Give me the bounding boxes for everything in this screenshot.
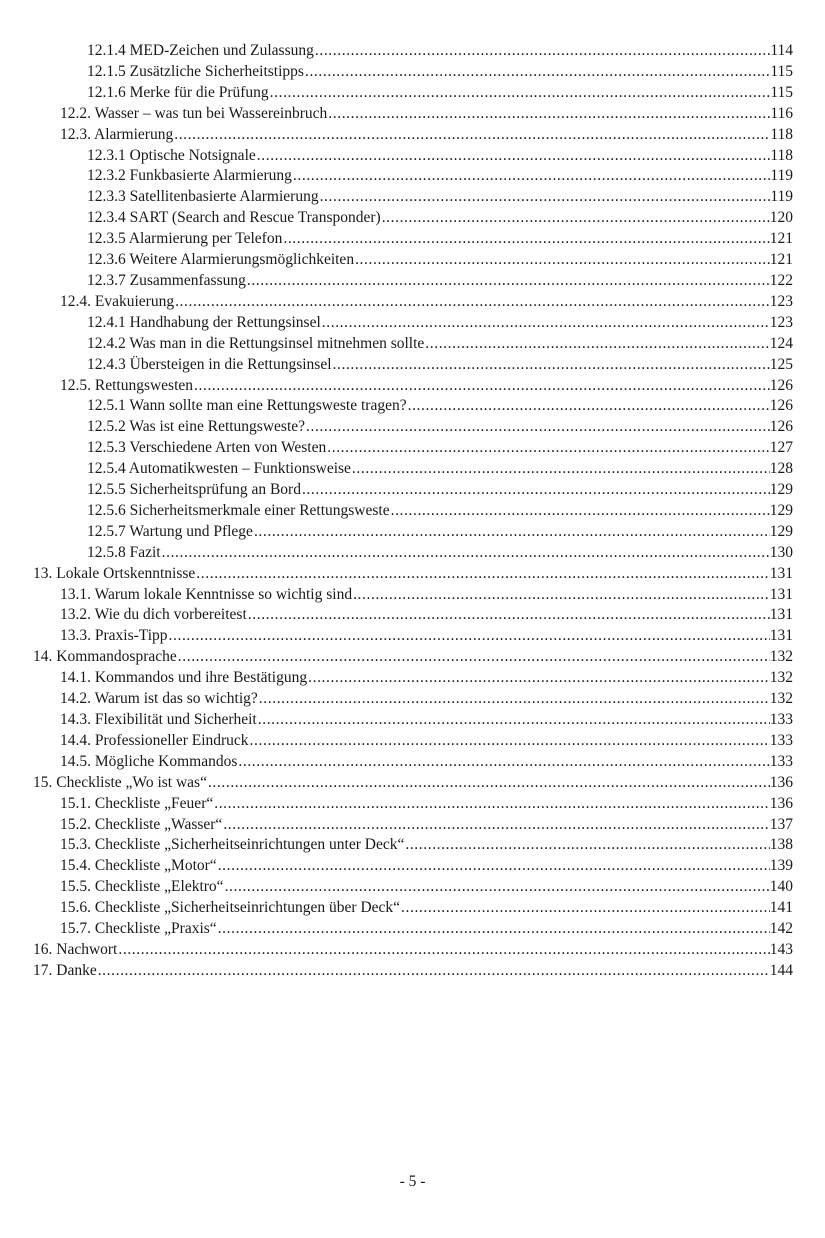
toc-entry[interactable] xyxy=(33,313,793,334)
toc-entry-page: 137 xyxy=(769,815,793,833)
toc-dot-leader xyxy=(327,438,770,459)
toc-entry-title: 12.1.5 Zusätzliche Sicherheitstipps xyxy=(87,62,304,80)
toc-entry-page: 127 xyxy=(769,439,793,457)
toc-entry-title: 12.5.3 Verschiedene Arten von Westen xyxy=(87,439,327,457)
toc-entry[interactable] xyxy=(33,104,793,125)
toc-entry[interactable] xyxy=(33,187,793,208)
toc-entry[interactable] xyxy=(33,271,793,292)
toc-entry[interactable] xyxy=(33,731,793,752)
toc-entry-page: 115 xyxy=(770,83,793,101)
toc-dot-leader xyxy=(333,355,770,376)
toc-entry-page: 133 xyxy=(769,731,793,749)
toc-dot-leader xyxy=(175,292,770,313)
toc-entry[interactable] xyxy=(33,877,793,898)
toc-dot-leader xyxy=(355,250,770,271)
toc-entry-title: 12.5.8 Fazit xyxy=(87,543,161,561)
toc-dot-leader xyxy=(254,522,770,543)
toc-entry-page: 133 xyxy=(769,711,793,728)
toc-entry-title: 15.7. Checkliste „Praxis“ xyxy=(60,920,217,938)
toc-entry[interactable] xyxy=(33,459,793,480)
toc-entry[interactable] xyxy=(33,125,793,146)
toc-dot-leader xyxy=(258,710,770,731)
toc-dot-leader xyxy=(248,605,770,626)
toc-entry-page: 119 xyxy=(770,188,793,206)
toc-entry[interactable] xyxy=(33,961,793,982)
toc-dot-leader xyxy=(223,815,769,836)
toc-entry-title: 15.2. Checkliste „Wasser“ xyxy=(60,815,223,833)
toc-entry-title: 12.5.1 Wann sollte man eine Rettungsweste tragen? xyxy=(87,397,407,415)
toc-entry-title: 14.1. Kommandos und ihre Bestätigung xyxy=(60,669,308,687)
toc-dot-leader xyxy=(178,647,770,668)
toc-dot-leader xyxy=(425,334,769,355)
toc-dot-leader xyxy=(302,480,770,501)
toc-entry-title: 12.3.4 SART (Search and Rescue Transponder) xyxy=(87,209,381,227)
toc-entry-page: 126 xyxy=(769,418,793,436)
toc-dot-leader xyxy=(391,501,770,522)
toc-dot-leader xyxy=(315,41,770,62)
toc-entry-page: 131 xyxy=(769,564,793,582)
toc-dot-leader xyxy=(401,898,770,919)
toc-entry[interactable] xyxy=(33,773,793,794)
toc-entry-page: 129 xyxy=(769,522,793,540)
toc-entry-title: 12.3.5 Alarmierung per Telefon xyxy=(87,230,283,248)
toc-entry[interactable] xyxy=(33,626,793,647)
toc-entry-page: 123 xyxy=(769,292,793,310)
toc-entry-page: 132 xyxy=(769,648,793,666)
toc-dot-leader xyxy=(214,794,770,815)
toc-dot-leader xyxy=(247,271,770,292)
toc-entry-page: 118 xyxy=(770,125,793,143)
toc-entry-title: 12.4.1 Handhabung der Rettungsinsel xyxy=(87,313,321,331)
toc-entry-page: 126 xyxy=(769,376,793,394)
toc-entry[interactable] xyxy=(33,501,793,522)
toc-entry-title: 12.4. Evakuierung xyxy=(60,292,175,310)
toc-entry-title: 12.3.6 Weitere Alarmierungsmöglichkeiten xyxy=(87,251,355,269)
toc-entry[interactable] xyxy=(33,647,793,668)
toc-entry-page: 124 xyxy=(769,334,793,352)
toc-entry-page: 116 xyxy=(770,104,793,122)
toc-entry-title: 12.3. Alarmierung xyxy=(60,125,174,143)
toc-entry[interactable] xyxy=(33,355,793,376)
toc-entry-title: 14. Kommandosprache xyxy=(33,648,177,666)
toc-entry[interactable] xyxy=(33,146,793,167)
toc-entry[interactable] xyxy=(33,898,793,919)
toc-dot-leader xyxy=(270,83,771,104)
toc-entry[interactable] xyxy=(33,83,793,104)
toc-entry-page: 142 xyxy=(769,920,793,938)
toc-entry-title: 15.5. Checkliste „Elektro“ xyxy=(60,878,224,896)
toc-entry-page: 136 xyxy=(769,773,793,791)
toc-dot-leader xyxy=(194,376,770,397)
toc-dot-leader xyxy=(250,731,770,752)
toc-entry[interactable] xyxy=(33,794,793,815)
toc-entry-title: 12.4.3 Übersteigen in die Rettungsinsel xyxy=(87,355,332,373)
toc-entry-page: 129 xyxy=(769,481,793,499)
toc-entry-page: 120 xyxy=(769,209,793,227)
toc-entry-page: 131 xyxy=(769,606,793,624)
toc-entry[interactable] xyxy=(33,543,793,564)
toc-entry-title: 14.2. Warum ist das so wichtig? xyxy=(60,690,258,708)
toc-dot-leader xyxy=(162,543,770,564)
toc-entry-title: 15. Checkliste „Wo ist was“ xyxy=(33,773,207,791)
toc-entry-title: 15.1. Checkliste „Feuer“ xyxy=(60,794,214,812)
toc-dot-leader xyxy=(306,417,770,438)
toc-dot-leader xyxy=(259,689,770,710)
toc-entry-page: 138 xyxy=(769,836,793,854)
toc-dot-leader xyxy=(238,752,769,773)
toc-entry-title: 14.5. Mögliche Kommandos xyxy=(60,752,238,770)
toc-dot-leader xyxy=(353,585,770,606)
toc-entry[interactable] xyxy=(33,564,793,585)
toc-dot-leader xyxy=(305,62,770,83)
toc-entry-title: 13.1. Warum lokale Kenntnisse so wichtig sind xyxy=(60,585,353,603)
toc-entry[interactable] xyxy=(33,376,793,397)
toc-dot-leader xyxy=(208,773,770,794)
toc-entry-page: 139 xyxy=(769,857,793,875)
toc-entry[interactable] xyxy=(33,438,793,459)
toc-entry[interactable] xyxy=(33,585,793,606)
toc-entry[interactable] xyxy=(33,292,793,313)
toc-entry[interactable] xyxy=(33,229,793,250)
toc-entry[interactable] xyxy=(33,250,793,271)
toc-entry-title: 13.2. Wie du dich vorbereitest xyxy=(60,606,247,624)
toc-entry-page: 132 xyxy=(769,669,793,687)
toc-entry-page: 121 xyxy=(769,230,793,248)
toc-dot-leader xyxy=(218,856,770,877)
toc-entry-title: 15.6. Checkliste „Sicherheitseinrichtungen über Deck“ xyxy=(60,899,401,917)
toc-entry-page: 125 xyxy=(769,355,793,373)
toc-entry-title: 12.1.6 Merke für die Prüfung xyxy=(87,83,269,101)
toc-entry-title: 12.3.2 Funkbasierte Alarmierung xyxy=(87,167,292,185)
toc-entry-page: 133 xyxy=(769,752,793,770)
toc-entry[interactable] xyxy=(33,919,793,940)
toc-dot-leader xyxy=(283,229,769,250)
toc-dot-leader xyxy=(257,146,771,167)
toc-entry-title: 16. Nachwort xyxy=(33,940,118,958)
toc-entry-title: 12.5.6 Sicherheitsmerkmale einer Rettungsweste xyxy=(87,501,390,519)
toc-dot-leader xyxy=(169,626,770,647)
toc-dot-leader xyxy=(225,877,770,898)
toc-entry-page: 122 xyxy=(769,271,793,289)
toc-dot-leader xyxy=(322,313,770,334)
toc-entry-title: 12.3.1 Optische Notsignale xyxy=(87,146,256,164)
toc-entry-page: 143 xyxy=(769,940,793,958)
toc-entry[interactable] xyxy=(33,166,793,187)
toc-dot-leader xyxy=(328,104,770,125)
toc-entry[interactable] xyxy=(33,334,793,355)
toc-entry-title: 14.3. Flexibilität und Sicherheit xyxy=(60,711,257,728)
toc-entry[interactable] xyxy=(33,856,793,877)
toc-dot-leader xyxy=(405,835,769,856)
page-number-label: - 5 - xyxy=(399,1173,426,1190)
toc-entry-page: 132 xyxy=(769,690,793,708)
toc-entry-title: 13. Lokale Ortskenntnisse xyxy=(33,564,196,582)
toc-dot-leader xyxy=(218,919,770,940)
toc-entry[interactable] xyxy=(33,480,793,501)
toc-entry-title: 15.3. Checkliste „Sicherheitseinrichtungen unter Deck“ xyxy=(60,836,405,854)
toc-entry-title: 13.3. Praxis-Tipp xyxy=(60,627,168,645)
toc-dot-leader xyxy=(118,940,769,961)
toc-dot-leader xyxy=(382,208,770,229)
toc-entry-title: 12.5.5 Sicherheitsprüfung an Bord xyxy=(87,481,301,499)
toc-entry[interactable] xyxy=(33,522,793,543)
toc-entry-page: 119 xyxy=(770,167,793,185)
toc-dot-leader xyxy=(352,459,770,480)
toc-entry-page: 129 xyxy=(769,501,793,519)
toc-entry-page: 136 xyxy=(769,794,793,812)
toc-dot-leader xyxy=(98,961,770,982)
toc-entry[interactable] xyxy=(33,41,793,62)
toc-entry[interactable] xyxy=(33,940,793,961)
toc-dot-leader xyxy=(174,125,770,146)
toc-dot-leader xyxy=(308,668,770,689)
toc-entry[interactable] xyxy=(33,396,793,417)
toc-entry[interactable] xyxy=(33,417,793,438)
toc-entry-page: 121 xyxy=(769,251,793,269)
table-of-contents xyxy=(33,41,793,982)
toc-entry[interactable] xyxy=(33,208,793,229)
toc-entry-title: 12.1.4 MED-Zeichen und Zulassung xyxy=(87,42,314,59)
toc-entry-page: 114 xyxy=(770,42,793,59)
toc-dot-leader xyxy=(408,396,770,417)
toc-entry-title: 12.5.7 Wartung und Pflege xyxy=(87,522,253,540)
toc-entry-title: 14.4. Professioneller Eindruck xyxy=(60,731,249,749)
toc-entry-page: 123 xyxy=(769,313,793,331)
toc-entry-title: 15.4. Checkliste „Motor“ xyxy=(60,857,217,875)
toc-dot-leader xyxy=(320,187,771,208)
toc-entry[interactable] xyxy=(33,605,793,626)
toc-entry-title: 12.4.2 Was man in die Rettungsinsel mitnehmen sollte xyxy=(87,334,425,352)
toc-entry-title: 12.2. Wasser – was tun bei Wassereinbruch xyxy=(60,104,328,122)
toc-entry-title: 12.5.2 Was ist eine Rettungsweste? xyxy=(87,418,306,436)
toc-entry-page: 131 xyxy=(769,627,793,645)
page-footer xyxy=(0,1172,825,1193)
toc-entry-title: 12.5.4 Automatikwesten – Funktionsweise xyxy=(87,460,351,478)
toc-entry-title: 17. Danke xyxy=(33,961,97,979)
toc-entry-page: 140 xyxy=(769,878,793,896)
toc-entry[interactable] xyxy=(33,752,793,773)
toc-entry-title: 12.3.3 Satellitenbasierte Alarmierung xyxy=(87,188,319,206)
toc-entry-page: 141 xyxy=(769,899,793,917)
toc-entry[interactable] xyxy=(33,62,793,83)
toc-entry-page: 126 xyxy=(769,397,793,415)
toc-entry[interactable] xyxy=(33,710,793,731)
toc-entry-title: 12.5. Rettungswesten xyxy=(60,376,194,394)
toc-entry-page: 130 xyxy=(769,543,793,561)
toc-entry-title: 12.3.7 Zusammenfassung xyxy=(87,271,246,289)
toc-entry-page: 144 xyxy=(769,961,793,979)
toc-entry-page: 118 xyxy=(770,146,793,164)
toc-entry-page: 128 xyxy=(769,460,793,478)
toc-entry-page: 131 xyxy=(769,585,793,603)
toc-entry[interactable] xyxy=(33,835,793,856)
toc-entry[interactable] xyxy=(33,689,793,710)
toc-entry-page: 115 xyxy=(770,62,793,80)
toc-entry[interactable] xyxy=(33,668,793,689)
toc-entry[interactable] xyxy=(33,815,793,836)
toc-dot-leader xyxy=(293,166,770,187)
toc-dot-leader xyxy=(196,564,769,585)
